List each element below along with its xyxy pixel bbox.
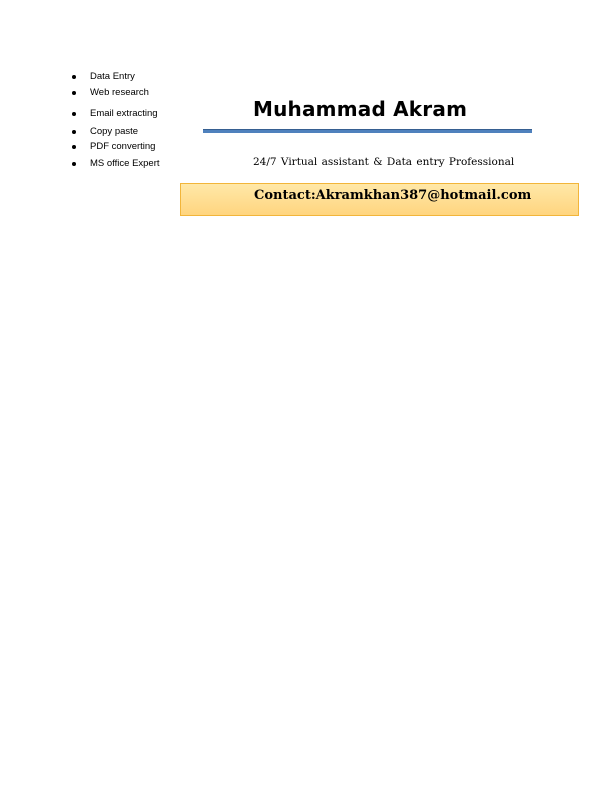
skill-label: PDF converting <box>90 141 156 152</box>
bullet-icon <box>72 130 76 134</box>
name-underline-divider <box>203 129 532 133</box>
skill-label: Data Entry <box>90 71 135 82</box>
contact-box <box>180 183 579 216</box>
skill-label: Web research <box>90 87 149 98</box>
bullet-icon <box>72 91 76 95</box>
candidate-name: Muhammad Akram <box>253 97 468 121</box>
bullet-icon <box>72 112 76 116</box>
skill-label: Copy paste <box>90 126 139 137</box>
skill-label: Email extracting <box>90 108 158 119</box>
skill-label: MS office Expert <box>90 158 160 169</box>
contact-email: Contact:Akramkhan387@hotmail.com <box>254 188 532 203</box>
bullet-icon <box>72 145 76 149</box>
bullet-icon <box>72 75 76 79</box>
bullet-icon <box>72 162 76 166</box>
professional-tagline: 24/7 Virtual assistant & Data entry Professional <box>253 156 515 168</box>
